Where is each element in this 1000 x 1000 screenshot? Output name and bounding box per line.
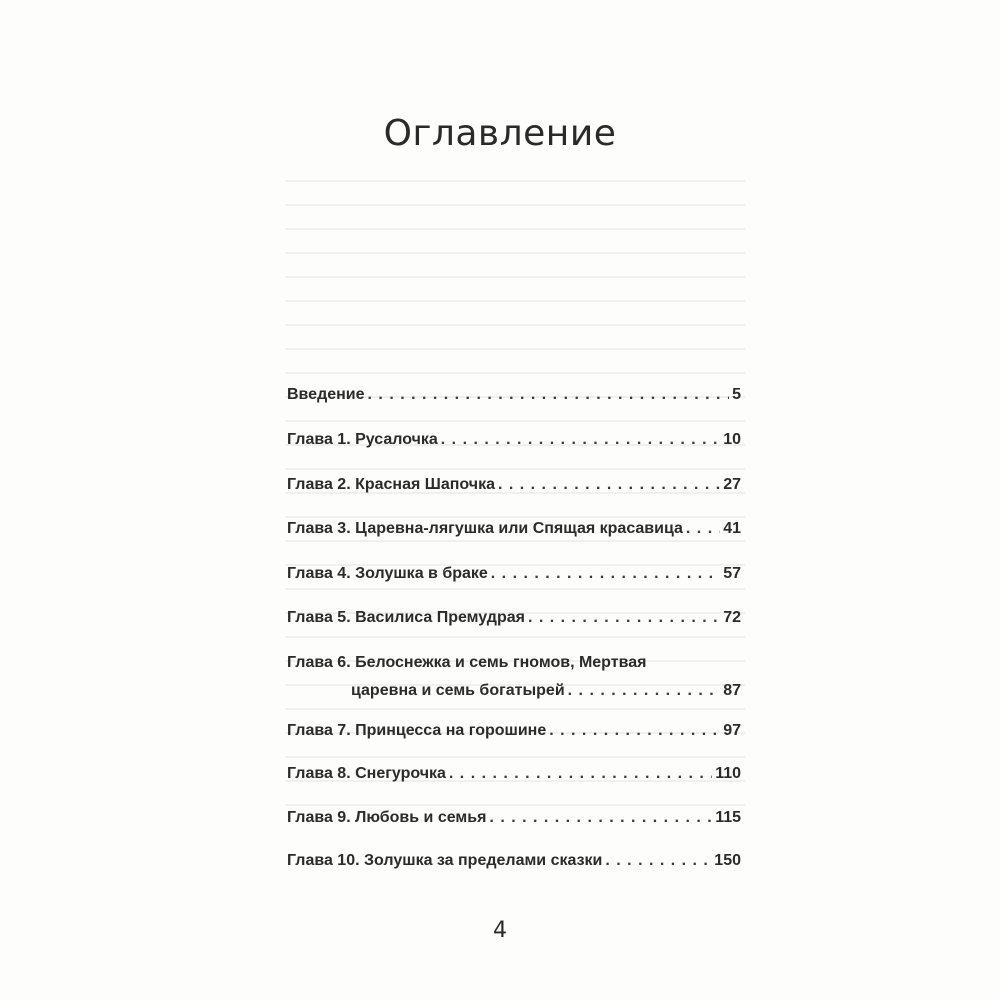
toc-entry-label: Глава 3. Царевна-лягушка или Спящая красавица (287, 520, 683, 537)
toc-entry-label: Глава 1. Русалочка (287, 431, 438, 448)
toc-entry-page: 150 (714, 852, 741, 869)
dot-leader (491, 562, 720, 586)
toc-entry-chapter-1 (287, 428, 741, 452)
toc-entry-chapter-6 (287, 651, 741, 703)
dot-leader (368, 383, 730, 407)
toc-entry-chapter-9 (287, 806, 741, 830)
toc-entry-page: 41 (723, 520, 741, 537)
toc-entry-label: Введение (287, 386, 365, 403)
toc-entry-page: 57 (723, 565, 741, 582)
dot-leader (568, 679, 721, 703)
toc-entry-chapter-4 (287, 562, 741, 586)
toc-entry-page: 27 (723, 476, 741, 493)
toc-entry-label: Глава 7. Принцесса на горошине (287, 722, 547, 739)
toc-entry-page: 110 (715, 765, 741, 782)
toc-entry-label: Глава 2. Красная Шапочка (287, 476, 495, 493)
toc-entry-page: 97 (723, 722, 741, 739)
toc-entry-chapter-5 (287, 606, 741, 630)
toc-entry-label: Глава 10. Золушка за пределами сказки (287, 852, 603, 869)
dot-leader (498, 473, 720, 497)
toc-entry-chapter-8 (287, 762, 741, 786)
toc-entry-label: Глава 9. Любовь и семья (287, 809, 487, 826)
toc-entry-page: 5 (732, 386, 741, 403)
page-title: Оглавление (383, 113, 617, 154)
dot-leader (528, 606, 720, 630)
toc-entry-chapter-3 (287, 517, 741, 541)
toc-entry-chapter-10 (287, 849, 741, 873)
toc-entry-label: Глава 5. Василиса Премудрая (287, 609, 525, 626)
toc-entry-label-line-2: царевна и семь богатырей (351, 682, 565, 699)
toc-entry-chapter-2 (287, 473, 741, 497)
toc-entry-introduction (287, 383, 741, 407)
toc-entry-page: 10 (723, 431, 741, 448)
dot-leader (686, 517, 720, 541)
toc-entry-page: 87 (723, 682, 741, 699)
toc-entry-label-line-1: Глава 6. Белоснежка и семь гномов, Мертвая (287, 654, 647, 671)
dot-leader (549, 719, 720, 743)
page-number: 4 (493, 918, 507, 943)
toc-entry-chapter-7 (287, 719, 741, 743)
toc-entry-label: Глава 8. Снегурочка (287, 765, 446, 782)
toc-entry-page: 115 (715, 809, 741, 826)
dot-leader (449, 762, 712, 786)
dot-leader (489, 806, 712, 830)
dot-leader (605, 849, 711, 873)
dot-leader (441, 428, 720, 452)
toc-entry-label: Глава 4. Золушка в браке (287, 565, 488, 582)
toc-entry-page: 72 (723, 609, 741, 626)
